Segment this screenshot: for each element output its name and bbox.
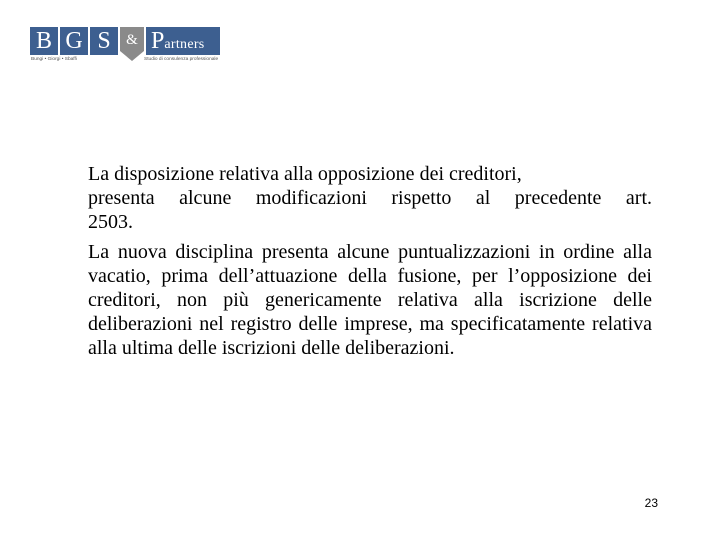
paragraph-opposizione	[88, 162, 652, 234]
logo-mark	[30, 27, 220, 55]
paragraph-opposizione-line-3: 2503.	[88, 211, 133, 233]
page-number: 23	[644, 496, 658, 510]
logo-ampersand: &	[126, 32, 138, 48]
logo-partners	[146, 27, 220, 55]
paragraph-opposizione-line-2: presenta alcune modificazioni rispetto al precedente art.	[88, 187, 652, 209]
bgs-partners-logo	[30, 27, 220, 63]
logo-subtitle-names: Bungi • Giorgi • Sbaffi	[31, 57, 77, 62]
logo-ampersand-badge	[120, 27, 144, 55]
logo-partners-initial: P	[151, 28, 165, 54]
logo-subtitle-studio: Studio di consulenza professionale	[144, 57, 219, 62]
logo-letter-b: B	[30, 27, 58, 55]
logo-letter-s: S	[90, 27, 118, 55]
paragraph-nuova-disciplina: La nuova disciplina presenta alcune puntualizzazioni in ordine alla vacatio, prima dell’attuazione della fusione, per l’opposizione dei creditori, non più genericamente relativa alla iscrizione delle deliberazioni nel registro delle imprese, ma specificatamente relativa alla ultima delle iscrizioni delle deliberazioni.	[88, 241, 652, 359]
paragraph-opposizione-line-1: La disposizione relativa alla opposizione dei creditori,	[88, 163, 522, 185]
slide-body	[88, 162, 652, 366]
logo-letter-g: G	[60, 27, 88, 55]
logo-partners-rest: artners	[164, 37, 205, 52]
